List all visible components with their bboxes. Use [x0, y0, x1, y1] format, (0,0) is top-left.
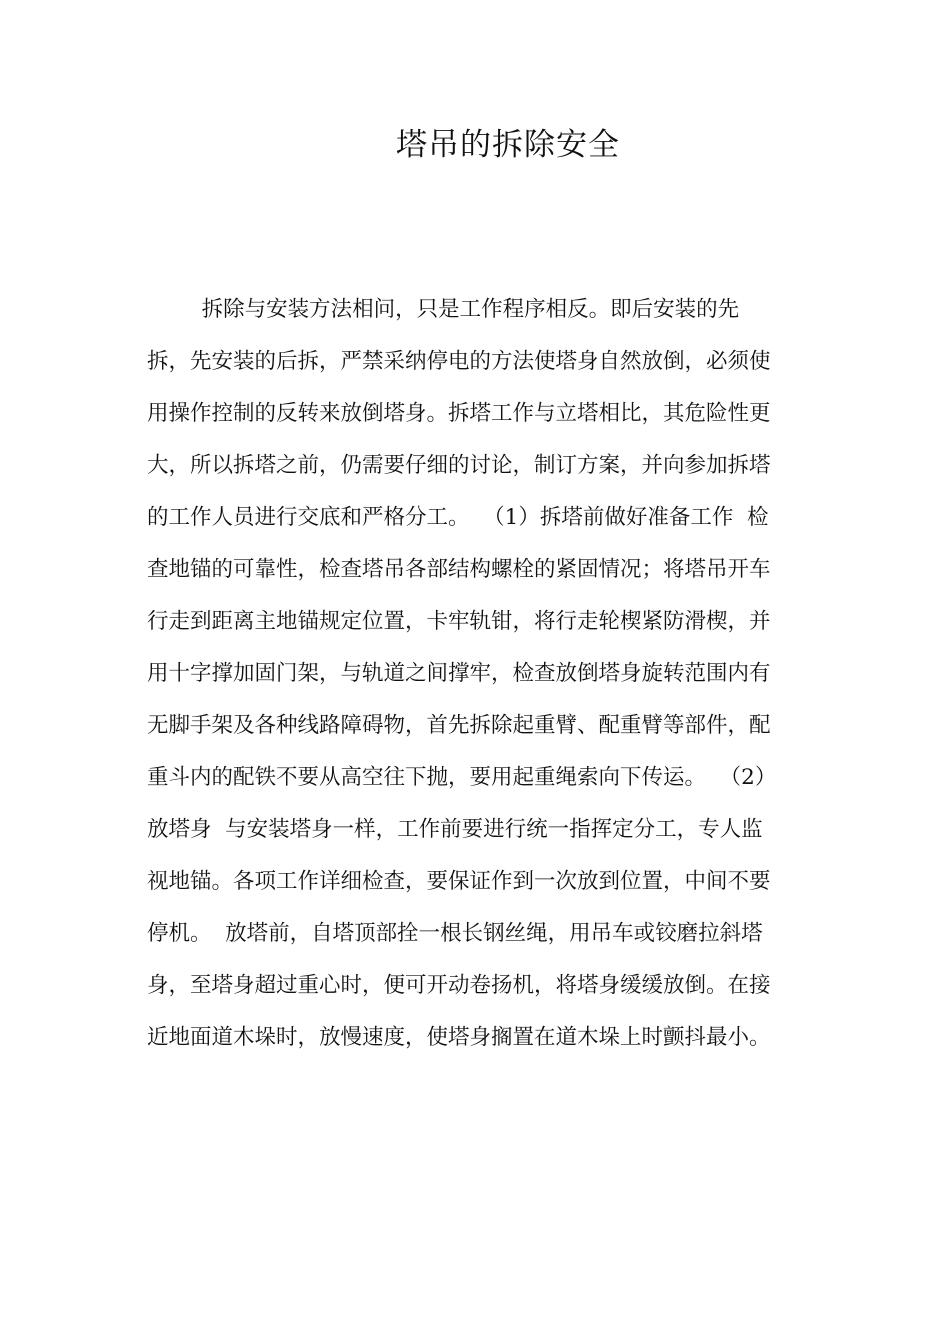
- body-line: 无脚手架及各种线路障碍物，首先拆除起重臂、配重臂等部件，配: [147, 713, 771, 738]
- body-line: 停机。 放塔前，自塔顶部拴一根长钢丝绳，用吊车或铰磨拉斜塔: [147, 921, 763, 946]
- body-line: 放塔身 与安装塔身一样，工作前要进行统一指挥定分工，专人监: [147, 817, 763, 842]
- body-line: 视地锚。各项工作详细检查，要保证作到一次放到位置，中间不要: [147, 869, 771, 894]
- body-line: 大，所以拆塔之前，仍需要仔细的讨论，制订方案，并向参加拆塔: [147, 453, 771, 478]
- body-line: 的工作人员进行交底和严格分工。 （1）拆塔前做好准备工作 检: [147, 505, 769, 530]
- body-line: 查地锚的可靠性，检查塔吊各部结构螺栓的紧固情况；将塔吊开车: [147, 557, 771, 582]
- body-line: 行走到距离主地锚规定位置，卡牢轨钳，将行走轮楔紧防滑楔，并: [147, 609, 771, 634]
- body-line: 重斗内的配铁不要从高空往下抛，要用起重绳索向下传运。 （2）: [147, 765, 777, 790]
- body-line: 近地面道木垛时，放慢速度，使塔身搁置在道木垛上时颤抖最小。: [147, 1025, 771, 1050]
- body-line: 身，至塔身超过重心时，便可开动卷扬机，将塔身缓缓放倒。在接: [147, 973, 771, 998]
- body-line: 拆，先安装的后拆，严禁采纳停电的方法使塔身自然放倒，必须使: [147, 349, 771, 374]
- body-line: 拆除与安装方法相问，只是工作程序相反。即后安装的先: [147, 297, 740, 322]
- document-title: 塔吊的拆除安全: [396, 127, 620, 163]
- body-line: 用操作控制的反转来放倒塔身。拆塔工作与立塔相比，其危险性更: [147, 401, 771, 426]
- document-body: [147, 284, 807, 1064]
- body-line: 用十字撑加固门架，与轨道之间撑牢，检查放倒塔身旋转范围内有: [147, 661, 771, 686]
